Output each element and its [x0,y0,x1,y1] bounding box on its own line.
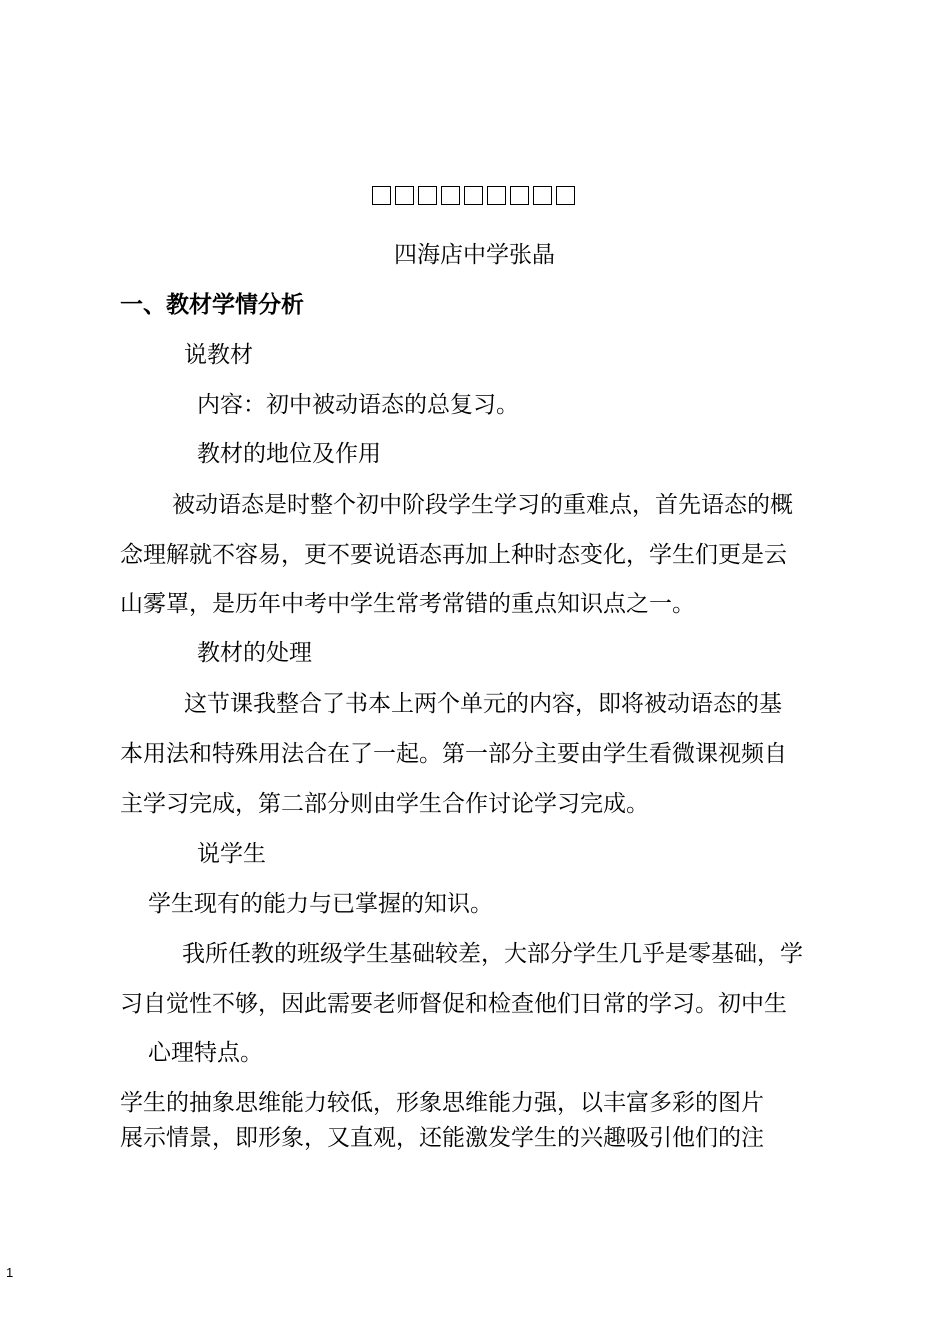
paragraph-line: 念理解就不容易，更不要说语态再加上种时态变化，学生们更是云 [120,542,787,568]
paragraph-line: 习自觉性不够，因此需要老师督促和检查他们日常的学习。初中生 [120,991,787,1017]
paragraph-line: 本用法和特殊用法合在了一起。第一部分主要由学生看微课视频自 [120,741,787,767]
paragraph-line: 这节课我整合了书本上两个单元的内容，即将被动语态的基 [184,691,782,717]
missing-glyph-box [418,186,437,205]
subheading-position: 教材的地位及作用 [197,441,381,467]
missing-glyph-box [372,186,391,205]
paragraph-line: 我所任教的班级学生基础较差，大部分学生几乎是零基础，学 [182,941,803,967]
students-ability-line: 学生现有的能力与已掌握的知识。 [148,891,493,917]
paragraph-line: 展示情景，即形象，又直观，还能激发学生的兴趣吸引他们的注 [120,1125,764,1151]
subheading-psychology: 心理特点。 [148,1040,263,1066]
paragraph-line: 主学习完成，第二部分则由学生合作讨论学习完成。 [120,791,649,817]
missing-glyph-box [464,186,483,205]
missing-glyph-box [441,186,460,205]
subheading-textbook: 说教材 [184,342,253,368]
missing-glyph-box [487,186,506,205]
subheading-processing: 教材的处理 [197,640,312,666]
paragraph-line: 被动语态是时整个初中阶段学生学习的重难点，首先语态的概 [172,492,793,518]
missing-glyph-box [510,186,529,205]
missing-glyph-box [533,186,552,205]
author-line: 四海店中学张晶 [394,242,555,268]
missing-glyph-box [556,186,575,205]
content-line: 内容：初中被动语态的总复习。 [197,392,519,418]
page-number: 1 [6,1265,14,1280]
paragraph-line: 山雾罩，是历年中考中学生常考常错的重点知识点之一。 [120,591,695,617]
document-title-placeholder [372,186,575,205]
section-heading: 一、教材学情分析 [120,292,304,318]
subheading-students: 说学生 [197,841,266,867]
paragraph-line: 学生的抽象思维能力较低，形象思维能力强，以丰富多彩的图片 [120,1090,764,1116]
missing-glyph-box [395,186,414,205]
